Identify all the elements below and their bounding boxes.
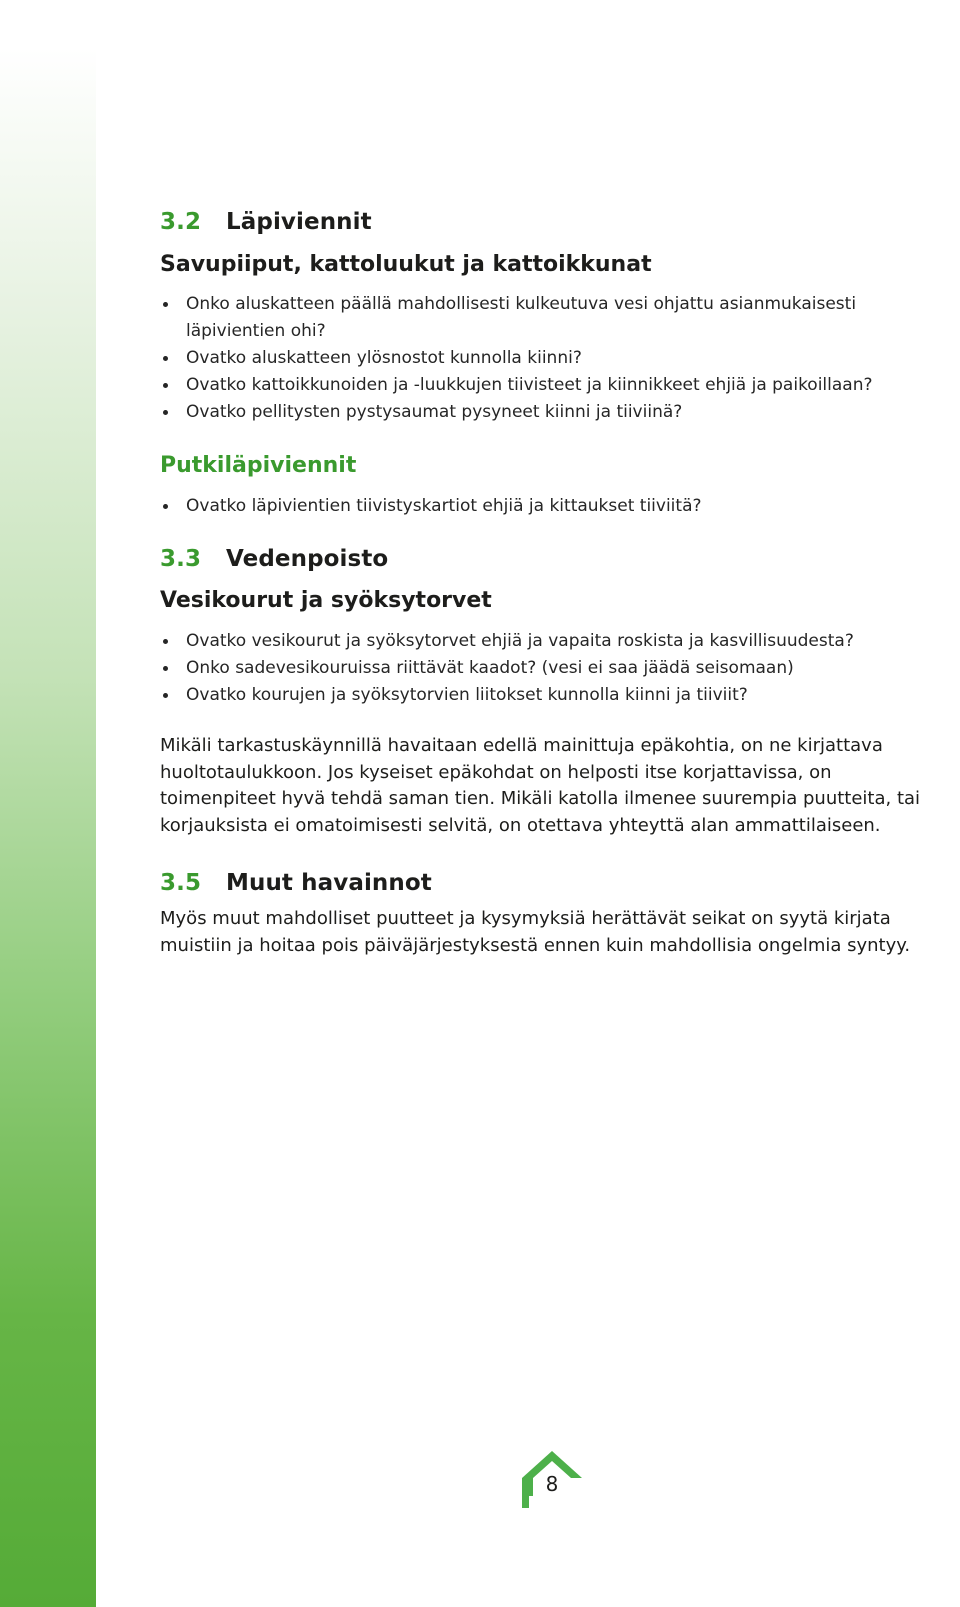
paragraph-tarkastus: Mikäli tarkastuskäynnillä havaitaan edellä mainittuja epäkohtia, on ne kirjattava huoltotaulukkoon. Jos kyseiset epäkohdat on helposti itse korjattavissa, on toimenpiteet hyvä tehdä saman tien. Mikäli katolla ilmenee suurempia puutteita, tai korjauksista ei omatoimisesti selvitä, on otettava yhteyttä alan ammattilaiseen. (160, 735, 921, 836)
checklist-vesikourut (160, 628, 960, 709)
section-title: Muut havainnot (226, 870, 432, 896)
list-item: Ovatko kattoikkunoiden ja -luukkujen tiivisteet ja kiinnikkeet ehjiä ja paikoillaan? (160, 372, 960, 399)
section-number: 3.5 (160, 870, 202, 896)
paragraph-muut-havainnot: Myös muut mahdolliset puutteet ja kysymyksiä herättävät seikat on syytä kirjata muistiin ja hoitaa pois päiväjärjestyksestä ennen kuin mahdollisia ongelmia syntyy. (160, 908, 911, 956)
list-item: Ovatko läpivientien tiivistyskartiot ehjiä ja kittaukset tiiviitä? (160, 493, 960, 520)
list-item: Ovatko kourujen ja syöksytorvien liitokset kunnolla kiinni ja tiiviit? (160, 682, 960, 709)
subheading-vesikourut: Vesikourut ja syöksytorvet (160, 588, 492, 613)
list-item: Ovatko aluskatteen ylösnostot kunnolla kiinni? (160, 345, 960, 372)
page-number: 8 (545, 1472, 559, 1496)
section-heading-3-3 (160, 542, 960, 576)
checklist-savupiiput (160, 291, 960, 426)
page-content (160, 205, 960, 959)
section-heading-3-5 (160, 866, 960, 900)
subheading-savupiiput: Savupiiput, kattoluukut ja kattoikkunat (160, 252, 652, 277)
list-item: Onko aluskatteen päällä mahdollisesti kulkeutuva vesi ohjattu asianmukaisesti läpivientien ohi? (160, 291, 926, 345)
list-item: Onko sadevesikouruissa riittävät kaadot? (vesi ei saa jäädä seisomaan) (160, 655, 960, 682)
section-title: Vedenpoisto (226, 546, 389, 572)
green-gradient-sidebar (0, 0, 96, 1607)
checklist-putkilapiviennit (160, 493, 960, 520)
section-number: 3.2 (160, 209, 202, 235)
list-item: Ovatko pellitysten pystysaumat pysyneet kiinni ja tiiviinä? (160, 399, 960, 426)
list-item: Ovatko vesikourut ja syöksytorvet ehjiä ja vapaita roskista ja kasvillisuudesta? (160, 628, 960, 655)
section-number: 3.3 (160, 546, 202, 572)
section-title: Läpiviennit (226, 209, 372, 235)
subheading-putkilapiviennit: Putkiläpiviennit (160, 453, 357, 478)
section-heading-3-2 (160, 205, 960, 239)
